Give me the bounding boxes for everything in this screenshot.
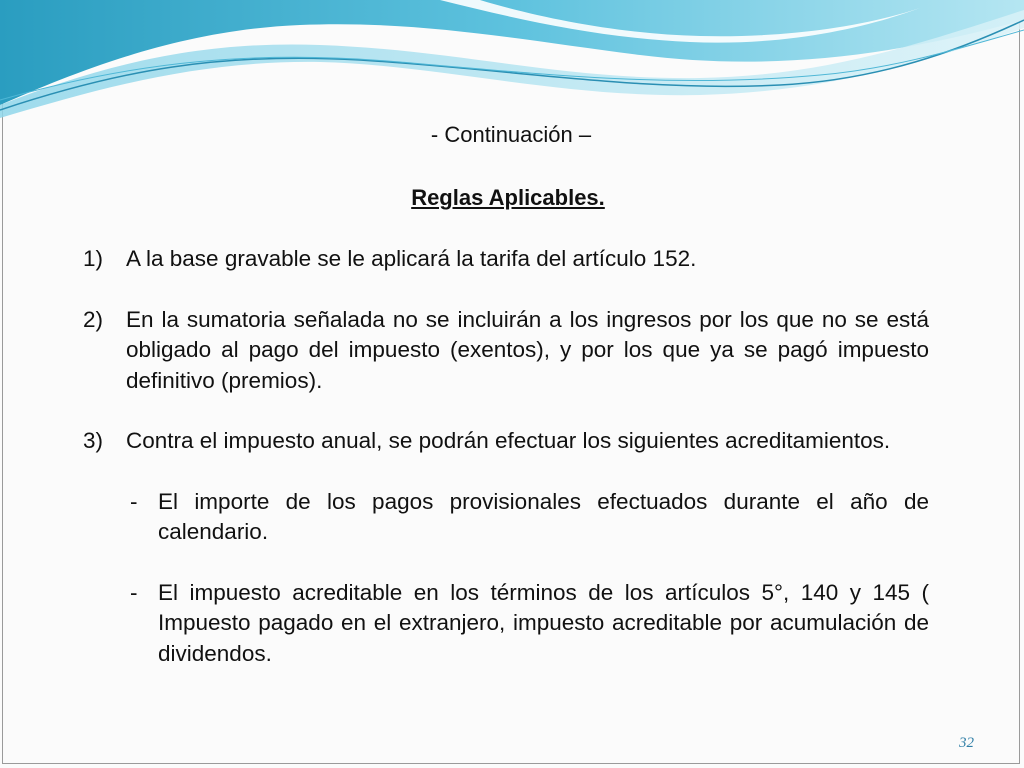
sub-item-text: El importe de los pagos provisionales efectuados durante el año de calendario. bbox=[158, 488, 929, 544]
slide-content bbox=[83, 244, 929, 699]
sub-item-marker: - bbox=[130, 488, 138, 514]
list-item-text: Contra el impuesto anual, se podrán efectuar los siguientes acreditamientos. bbox=[126, 428, 891, 453]
slide-heading: Reglas Aplicables. bbox=[411, 185, 605, 210]
sub-item-marker: - bbox=[130, 579, 138, 605]
list-item-number: 1) bbox=[83, 246, 104, 271]
list-item-3 bbox=[83, 426, 929, 457]
sub-item-2 bbox=[83, 578, 929, 670]
list-item-2 bbox=[83, 305, 929, 397]
list-item-text: A la base gravable se le aplicará la tarifa del artículo 152. bbox=[126, 246, 697, 271]
list-item-text: En la sumatoria señalada no se incluirán a los ingresos por los que no se está obligado al pago del impuesto (exentos), y por los que ya se pagó impuesto definitivo (premios). bbox=[126, 306, 929, 393]
sub-item-text: El impuesto acreditable en los términos de los artículos 5°, 140 y 145 ( Impuesto pagado en el extranjero, impuesto acreditable por acumulación de dividendos. bbox=[158, 579, 929, 666]
list-item-number: 2) bbox=[83, 306, 104, 332]
sub-item-1 bbox=[83, 487, 929, 548]
list-item-number: 3) bbox=[83, 428, 104, 453]
slide-subtitle: - Continuación – bbox=[430, 122, 592, 147]
page-number: 32 bbox=[959, 735, 974, 751]
list-item-1 bbox=[83, 244, 929, 275]
header-wave-decoration bbox=[0, 0, 1024, 130]
